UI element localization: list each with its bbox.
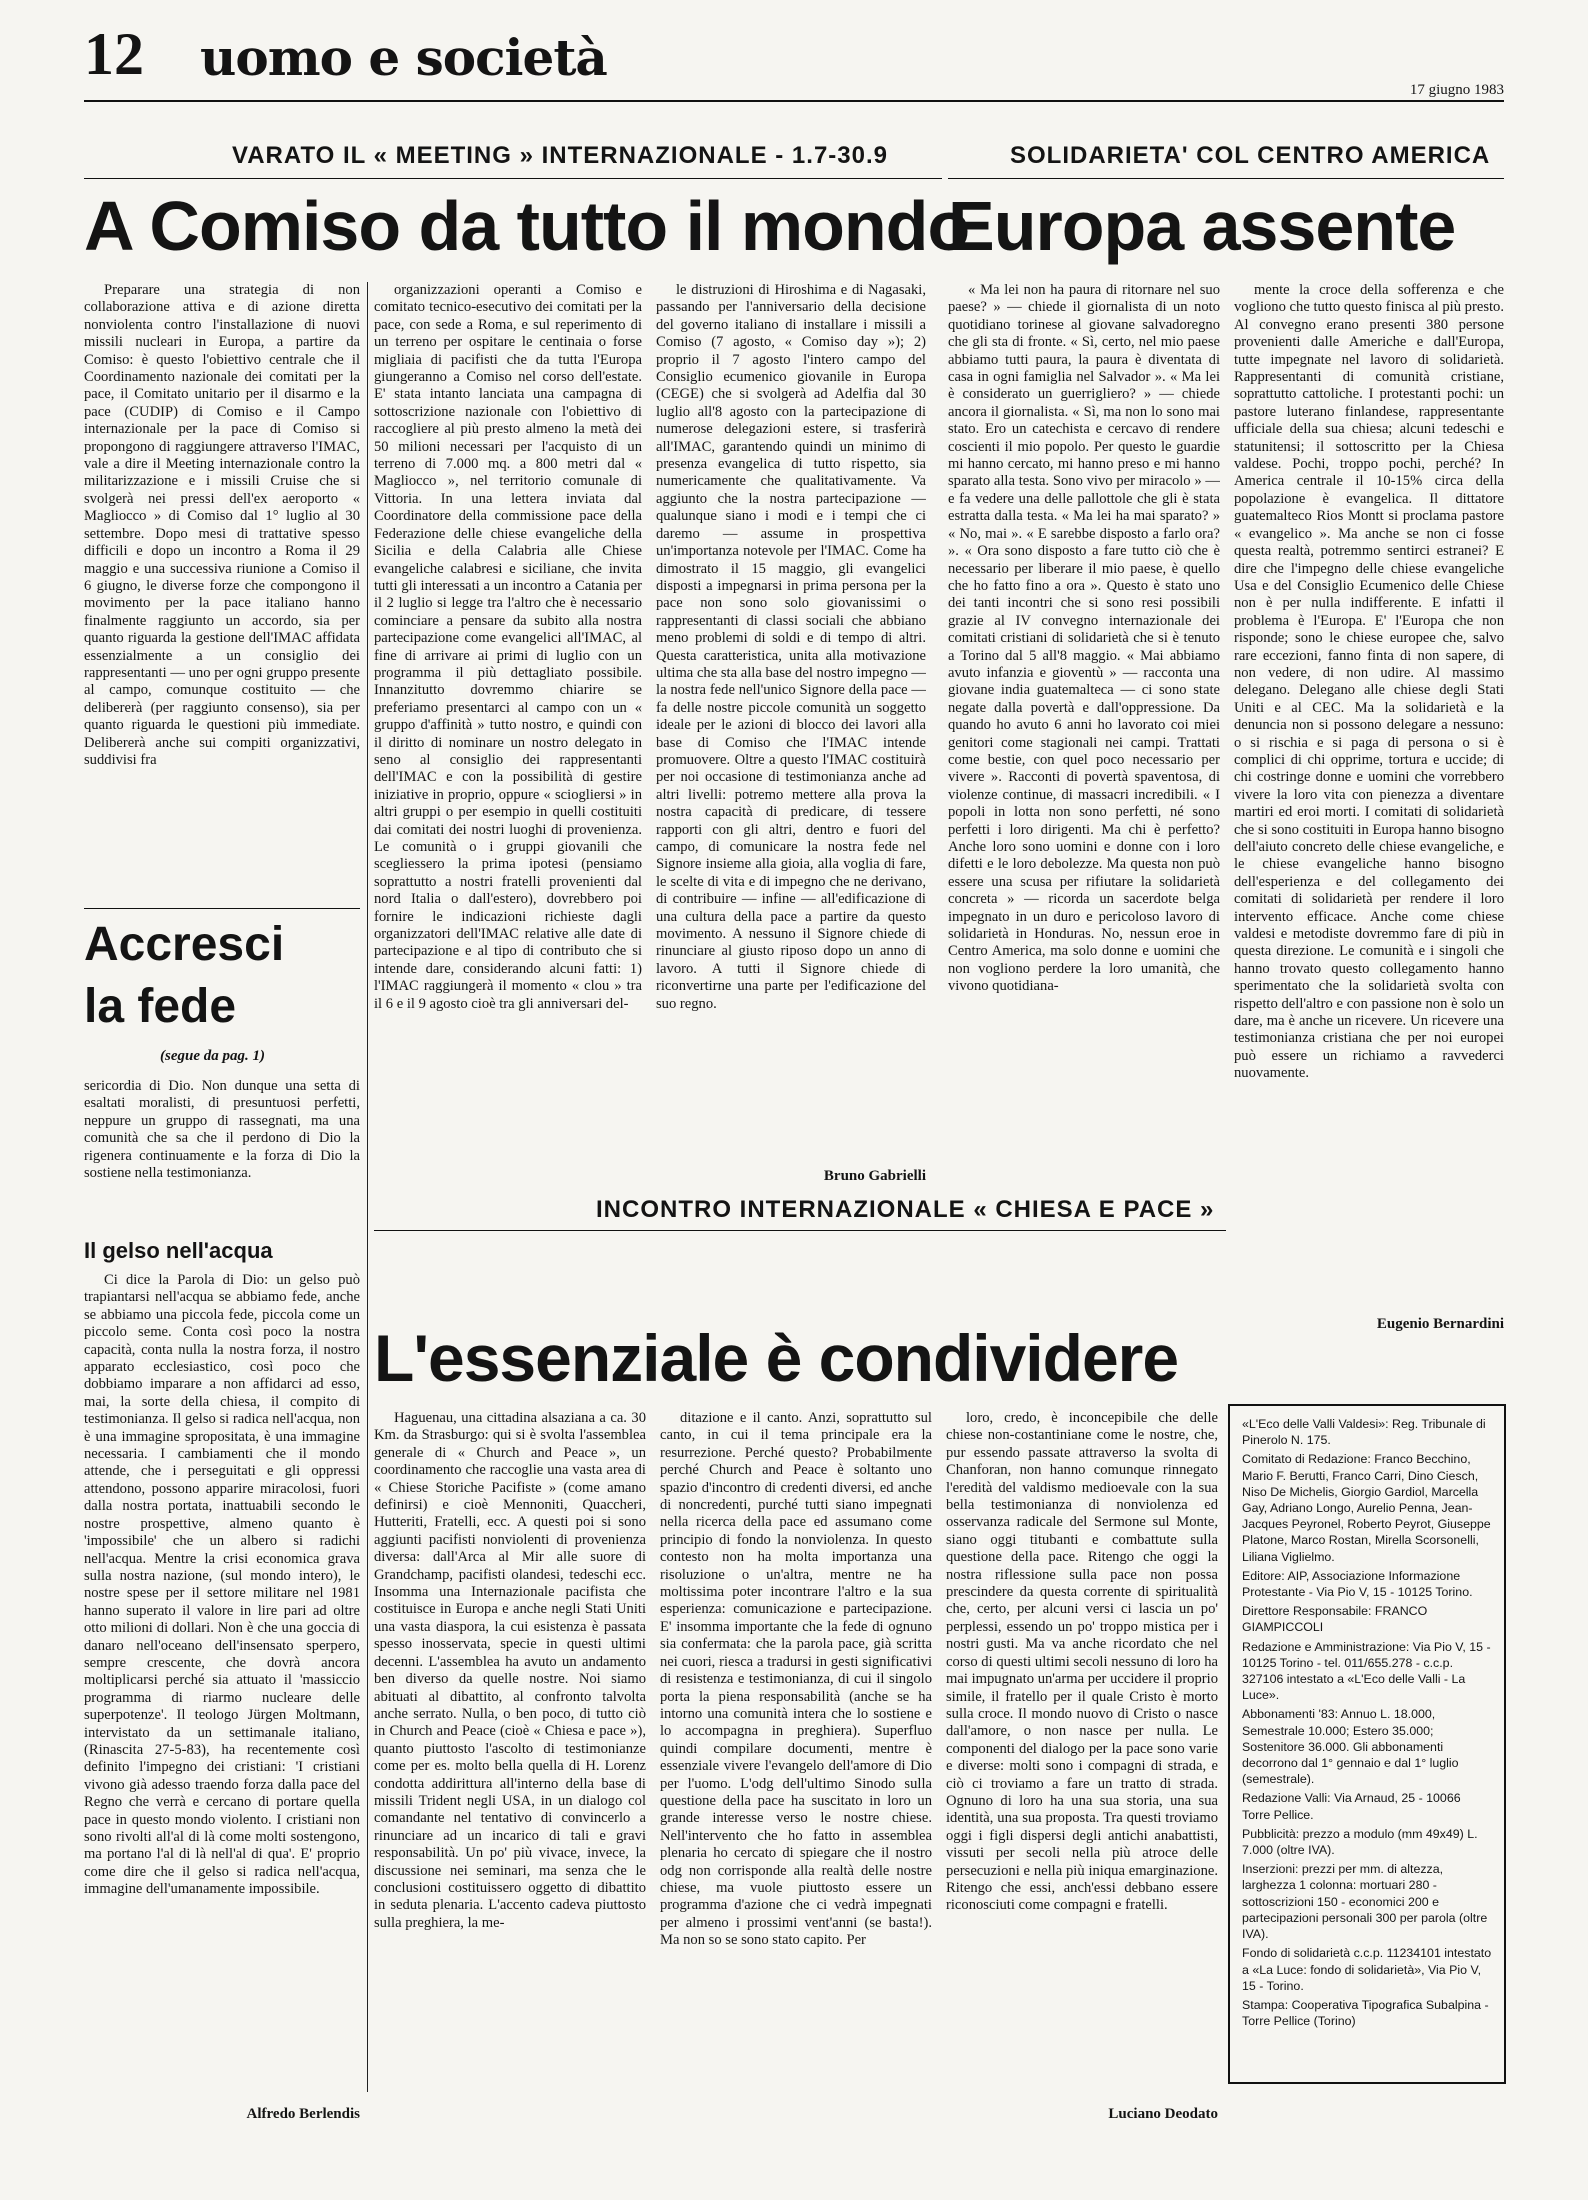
article3-top-rule: [84, 908, 360, 909]
issue-date: 17 giugno 1983: [1409, 82, 1504, 98]
colophon-line: Direttore Responsabile: FRANCO GIAMPICCOLI: [1242, 1604, 1428, 1635]
article3-continued-note: (segue da pag. 1): [160, 1048, 265, 1064]
article1-kicker: VARATO IL « MEETING » INTERNAZIONALE - 1.7-30.9: [232, 142, 888, 169]
article4-headline: L'essenziale è condividere: [374, 1321, 1179, 1395]
colophon-line: Stampa: Cooperativa Tipografica Subalpina - Torre Pellice (Torino): [1242, 1997, 1489, 2029]
article2-column-1: « Ma lei non ha paura di ritornare nel suo paese? » — chiede il giornalista di un noto quotidiano torinese al giovane salvadoregno che gli sta di fronte. « Sì, certo, nel mio paese abbiamo tutti paura, la paura è diventata di casa in ogni famiglia nel Salvador ». « Ma lei è considerato un guerrigliero? » — chiede ancora il giornalista. « Sì, ma non lo sono mai stato. Ero un catechista e cercavo di rendere coscienti il mio popolo. Per questo le guardie mi hanno cercato, mi hanno preso e mi hanno sparato alla testa. Sono vivo per miracolo » — e fa vedere una delle pallottole che gli è stata estratta dalla testa. « Ma lei ha mai sparato? » « No, mai ». « E sarebbe disposto a farlo ora? ». « Ora sono disposto a fare tutto ciò che è necessario per liberare il mio paese, è quello che ho fatto fino a ora ». Questo è stato uno dei tanti incontri che si sono resi possibili grazie al IV convegno internazionale dei comitati cristiani di solidarietà che si è tenuto a Torino dal 5 all'8 maggio. « Mai abbiamo avuto infanzia e gioventù » — racconta una giovane india guatemalteca — ci sono state negate dalla povertà e dall'oppressione. Da quando ho avuto 6 anni ho lavorato coi miei genitori come stagionali nei campi. Trattati come bestie, con quel poco necessario per vivere ». Racconti di povertà spaventosa, di violenze continue, di massacri incredibili. « I popoli in lotta non sono perfetti, né sono perfetti i loro dirigenti. Ma chi è perfetto? Anche loro sono uomini e donne con i loro difetti e le loro debolezze. Ma questa non può essere una scusa per rifiutare la solidarietà concreta » — ricorda un sacerdote belga impegnato in un duro e pericoloso lavoro di solidarietà in Honduras. No, nessun eroe in Centro America, ma solo donne e uomini che non vogliono perdere la loro umanità, che vivono quotidiana-: [948, 282, 1220, 995]
column-divider: [367, 282, 368, 2092]
colophon-line: Inserzioni: prezzi per mm. di altezza, larghezza 1 colonna: mortuari 280 - sottoscrizioni 150 - economici 200 e partecipazioni personali 300 per parola (oltre IVA).: [1242, 1862, 1488, 1942]
colophon-line: Pubblicità: prezzo a modulo (mm 49x49) L. 7.000 (oltre IVA).: [1242, 1826, 1478, 1858]
colophon-box: [1228, 1404, 1506, 2084]
article4-column-1: Haguenau, una cittadina alsaziana a ca. 30 Km. da Strasburgo: qui si è svolta l'assemblea generale di « Church and Peace », un coordinamento che raccoglie una vasta area di « Chiese Storiche Pacifiste » (come amano definirsi) e cioè Mennoniti, Quaccheri, Hutteriti, Fratelli, ecc. A questi poi si sono aggiunti pacifisti nonviolenti di provenienza diversa: dall'Arca al Mir alle suore di Grandchamp, pacifisti olandesi, tedeschi ecc. Insomma una Internazionale pacifista che costituisce in Europa e anche negli Stati Uniti una vasta diaspora, la cui esistenza è passata spesso inosservata, specie in questi ultimi decenni. L'assemblea ha avuto un andamento ben diverso da quelle nostre. Noi siamo abituati al dibattito, al confronto talvolta anche serrato. Nulla, o ben poco, di tutto ciò in Church and Peace (cioè « Chiesa e pace »), quanto piuttosto l'ascolto di testimonianze come per es. molto bella quella di H. Lorenz condotta addirittura all'interno della base di missili Trident negli USA, in un dialogo col comandante nel tentativo di convincerlo a rinunciare ad un incarico di tali e gravi responsabilità. Un po' più vivace, invece, la discussione nei seminari, ma senza che le conclusioni costituissero oggetto di dibattito in seduta plenaria. L'accento cadeva piuttosto sulla preghiera, la me-: [374, 1410, 646, 1931]
article1-signature: Bruno Gabrielli: [823, 1168, 926, 1184]
colophon-line: Abbonamenti '83: Annuo L. 18.000, Semestrale 10.000; Estero 35.000; Sostenitore 36.000. Gli abbonamenti decorrono dal 1° gennaio e dal 1° luglio (semestrale).: [1242, 1707, 1459, 1787]
article4-signature: Luciano Deodato: [1108, 2106, 1218, 2122]
article1-column-1: Preparare una strategia di non collaborazione attiva e di azione diretta nonviolenta contro l'installazione di nuovi missili nucleari in Europa, a partire da Comiso: è questo l'obiettivo centrale che il Coordinamento nazionale dei comitati per la pace, il Comitato unitario per il disarmo e la pace (CUDIP) di Comiso e il Campo internazionale per la pace di Comiso si propongono di raggiungere attraverso l'IMAC, vale a dire il Meeting internazionale contro la militarizzazione e i missili Cruise che si svolgerà nei pressi dell'ex aeroporto « Magliocco » di Comiso dal 1° luglio al 30 settembre. Dopo mesi di trattative spesso difficili e dopo un incontro a Roma il 29 maggio e una successiva riunione a Comiso il 6 giugno, le diverse forze che compongono il movimento per la pace italiano hanno finalmente raggiunto un accordo, sia per quanto riguarda la gestione dell'IMAC affidata essenzialmente a un consiglio dei rappresentanti — uno per ogni gruppo presente al campo, comunque costituito — che delibererà (per raggiunto consenso), sia per quanto riguarda le questioni più immediate. Delibererà anche sui compiti organizzativi, suddivisi fra: [84, 282, 360, 768]
article2-kicker-rule: [948, 178, 1504, 179]
colophon-line: Fondo di solidarietà c.c.p. 11234101 intestato a «La Luce: fondo di solidarietà», Via Pio V, 15 - Torino.: [1242, 1946, 1492, 1993]
article3-headline-line1: Accresci: [84, 918, 285, 971]
article2-kicker: SOLIDARIETA' COL CENTRO AMERICA: [1010, 142, 1491, 169]
article1-headline: A Comiso da tutto il mondo: [84, 187, 970, 265]
article4-column-3: loro, credo, è inconcepibile che delle chiese non-costantiniane come le nostre, che, pur essendo passate attraverso la svolta di Chanforan, non hanno comunque rinnegato l'eredità del valdismo medioevale con la sua bella testimonianza di nonviolenza ed osservanza radicale del Sermone sul Monte, siano oggi titubanti e combattute sulla questione della pace. Ritengo che oggi la nostra riflessione sulla pace non possa prescindere da questa corrente di spiritualità che, certo, per alcuni versi ci lascia un po' perplessi, essendo un po' troppo mistica per i nostri gusti. Ma va anche ricordato che nel corso di questi ultimi secoli nessuno di loro ha mai impugnato un'arma per uccidere il proprio simile, il fratello per il quale Cristo è morto sulla croce. Il mondo nuovo di Cristo o nasce dall'amore, o non nasce per nulla. Le componenti del dialogo per la pace sono varie e diverse: molti sono i compagni di strada, e ciò ci troviamo a fare un tratto di strada. Ognuno di loro ha una sua storia, una sua identità, una sua proposta. Tra questi troviamo oggi i figli dispersi degli antichi anabattisti, vissuti per secoli nella più atroce delle persecuzioni e nella più iniqua emarginazione. Ritengo che essi, anch'essi debbano essere riconosciuti come compagni e fratelli.: [946, 1410, 1218, 1914]
article3-intro: sericordia di Dio. Non dunque una setta di esaltati moralisti, di presuntuosi perfetti, neppure un gruppo di rassegnati, ma una comunità che sa che il perdono di Dio la rigenera continuamente e la forza di Dio la sostiene nella testimonianza.: [84, 1078, 360, 1182]
article2-headline: Europa assente: [948, 187, 1456, 265]
article4-column-2: ditazione e il canto. Anzi, soprattutto sul canto, in cui il tema principale era la resurrezione. Perché questo? Probabilmente perché Church and Peace è soltanto uno spazio d'incontro di credenti diversi, ed anche di noncredenti, purché tutti siano impegnati nella ricerca della pace ed assumano come principio di fondo la nonviolenza. In questo contesto non ha molta importanza una risoluzione o un'altra, mentre ne ha moltissima poter incontrare l'altro e la sua esperienza: comunicazione e partecipazione. E' insomma importante che la fede di ognuno sia confermata: che la parola pace, già scritta nei cuori, riesca a tradursi in gesti significativi di resistenza e testimonianza, di cui il singolo porta la piena responsabilità (anche se ha intorno una comunità intera che lo sostiene e lo accompagna in preghiera). Superfluo quindi compilare documenti, mentre è essenziale vivere l'evangelo dell'amore di Dio per l'uomo. L'odg dell'ultimo Sinodo sulla questione della pace ha suscitato in loro un grande interesse verso le nostre chiese. Nell'intervento che ho fatto in assemblea plenaria ho cercato di spiegare che il nostro odg non corrisponde alla realtà delle nostre chiese, ma vuole piuttosto essere un programma d'azione che ci vedrà impegnati per almeno i prossimi vent'anni (se basta!). Ma non so se sono stato capito. Per: [660, 1410, 932, 1949]
article4-kicker-rule: [374, 1230, 1226, 1231]
article2-signature: Eugenio Bernardini: [1376, 1316, 1504, 1332]
article1-column-3: le distruzioni di Hiroshima e di Nagasaki, passando per l'anniversario della decisione del governo italiano di installare i missili a Comiso (7 agosto, « Comiso day »); 2) proprio il 7 agosto l'intero campo del Consiglio ecumenico giovanile in Europa (CEGE) che si svolgerà ad Adelfia dal 30 luglio all'8 agosto con la partecipazione di numerose delegazioni estere, si trasferirà all'IMAC, garantendo quindi un minimo di presenza evangelica di tutto rispetto, sia numericamente che qualitativamente. Va aggiunto che la nostra partecipazione — qualunque siano i modi e i tempi che ci daremo — assume in prospettiva un'importanza notevole per l'IMAC. Come ha dimostrato il 15 maggio, gli evangelici disposti a impegnarsi in prima persona per la pace non sono solo giovanissimi o rappresentanti di classi sociali che abbiano meno problemi di soldi e di tempo di altri. Questa caratteristica, unita alla motivazione ultima che sta alla base del nostro impegno — la nostra fede nell'unico Signore della pace — fa delle nostre piccole comunità un soggetto ideale per le azioni di blocco dei lavori alla base di Comiso che l'IMAC intende promuovere. Oltre a questo l'IMAC costituirà per noi occasione di testimonianza anche ad altri livelli: potremo mettere alla prova la nostra capacità di predicare, di tessere rapporti con gli altri, dentro e fuori del campo, di comunicare la nostra fede nel Signore insieme alla gioia, alla voglia di fare, le scelte di vita e di impegno che ne derivano, di contribuire — infine — all'edificazione di una cultura della pace a partire da questo movimento. A nessuno il Signore chiede di rinunciare al giusto riposo dopo un anno di lavoro. A tutti il Signore chiede di riconvertirne una parte per l'edificazione del suo regno.: [656, 282, 926, 1012]
section-title: uomo e società: [200, 28, 607, 87]
article4-kicker: INCONTRO INTERNAZIONALE « CHIESA E PACE »: [596, 1196, 1215, 1223]
colophon-line: Comitato di Redazione: Franco Becchino, Mario F. Berutti, Franco Carri, Dino Ciesch, Niso De Michelis, Giorgio Gardiol, Marcella Gay, Adriano Longo, Aurelio Penna, Jean-Jacques Peyronel, Roberto Peyrot, Giuseppe Platone, Marco Rostan, Mirella Scorsonelli, Liliana Viglielmo.: [1242, 1452, 1491, 1564]
article1-kicker-rule: [84, 178, 942, 179]
article2-column-2: mente la croce della sofferenza e che vogliono che tutto questo finisca al più presto. Al convegno erano presenti 380 persone provenienti dalle Americhe e dall'Europa, tutte impegnate nel lavoro di solidarietà. Rappresentanti di comunità cristiane, soprattutto cattoliche. I protestanti pochi: un pastore luterano finlandese, rappresentante ufficiale della sua chiesa; alcuni tedeschi e statunitensi; il sottoscritto per la Chiesa valdese. Pochi, troppo pochi, perché? In America centrale il 10-15% circa della popolazione è evangelica. Il dittatore guatemalteco Rios Montt si proclama pastore « evangelico ». Ma anche se non ci fosse questa realtà, potremmo sentirci estranei? E dire che l'impegno delle chiese evangeliche Usa e del Consiglio Ecumenico delle Chiese non è per nulla indifferente. E infatti il problema è l'Europa. E' l'Europa che non risponde; sono le chiese europee che, salvo rare eccezioni, fanno finta di non sapere, di non vedere, di non udire. Al massimo delegano. Delegano alle chiese degli Stati Uniti e al CEC. Ma la solidarietà e la denuncia non si possono delegare a nessuno: o si rischia e si paga di persona o si è complici di chi opprime, tortura e uccide; di chi costringe donne e uomini che vorrebbero vivere la loro vita con pienezza a diventare martiri ed eroi morti. I comitati di solidarietà che si sono costituiti in Europa hanno bisogno dell'aiuto concreto delle chiese evangeliche, e le chiese evangeliche hanno bisogno dell'esperienza e del collegamento dei comitati di solidarietà per rendere il loro intervento efficace. Anche come chiese valdesi e metodiste dovremmo fare di più in questa direzione. Le comunità e i singoli che hanno trovato questo collegamento hanno sperimentato che la solidarietà svolta con rispetto dell'altro e con passione non è solo un dare, ma è anche un ricevere. Un ricevere una testimonianza cristiana che per noi europei può essere un richiamo a ravvederci nuovamente.: [1234, 282, 1504, 1082]
colophon-line: Redazione Valli: Via Arnaud, 25 - 10066 Torre Pellice.: [1242, 1791, 1461, 1822]
article3-subhead: Il gelso nell'acqua: [84, 1238, 273, 1263]
colophon-line: Editore: AIP, Associazione Informazione Protestante - Via Pio V, 15 - 10125 Torino.: [1242, 1568, 1473, 1600]
article3-signature: Alfredo Berlendis: [246, 2106, 360, 2122]
article1-column-2: organizzazioni operanti a Comiso e comitato tecnico-esecutivo dei comitati per la pace, con sede a Roma, e sul reperimento di un terreno per ospitare le centinaia o forse migliaia di pacifisti che da tutta l'Europa giungeranno a Comiso nel corso dell'estate. E' stata intanto lanciata una campagna di sottoscrizione nazionale con l'obiettivo di raccogliere al più presto almeno la metà dei 50 milioni necessari per l'acquisto di un terreno di 7.000 mq. a 800 metri dal « Magliocco », nel territorio comunale di Vittoria. In una lettera inviata dal Coordinatore della commissione pace della Federazione delle chiese evangeliche della Sicilia e della Calabria alle Chiese evangeliche calabresi e siciliane, che invita tutti gli interessati a un incontro a Catania per il 2 luglio si legge tra l'altro che è necessario cominciare a pensare da subito alla nostra partecipazione come evangelici all'IMAC, al fine di arrivare ai primi di luglio con un programma il più dettagliato possibile. Innanzitutto dovremmo chiarire se preferiamo presentarci al campo con un « gruppo d'affinità » tutto nostro, e quindi con il diritto di nominare un nostro delegato in seno al consiglio dei rappresentanti dell'IMAC e con la possibilità di gestire iniziative in proprio, oppure « sciogliersi » in altri gruppi o per esempio in quelli costituiti dai comitati dei nostri luoghi di provenienza. Le comunità o i gruppi giovanili che scegliessero la prima ipotesi (pensiamo soprattutto a nostri fratelli provenienti dal nord Italia o dall'estero), dovrebbero poi fornire le indicazioni richieste dagli organizzatori dell'IMAC relative alle date di partecipazione e al tipo di contributo che si intende dare, considerando alcuni fatti: 1) l'IMAC raggiungerà il momento « clou » tra il 6 e il 9 agosto cioè tra gli anniversari del-: [374, 282, 642, 1012]
colophon-line: «L'Eco delle Valli Valdesi»: Reg. Tribunale di Pinerolo N. 175.: [1242, 1417, 1486, 1448]
colophon-line: Redazione e Amministrazione: Via Pio V, 15 - 10125 Torino - tel. 011/655.278 - c.c.p. 327106 intestato a «L'Eco delle Valli - La Luce».: [1242, 1639, 1491, 1703]
header-rule: [84, 100, 1504, 102]
article3-headline-line2: la fede: [84, 980, 237, 1033]
page-number: 12: [84, 21, 144, 87]
article3-body: Ci dice la Parola di Dio: un gelso può trapiantarsi nell'acqua se abbiamo fede, anche se abbiamo una piccola fede, piccola come un piccolo seme. Conta così poco la nostra capacità, conta nulla la nostra forza, il nostro apparato ecclesiastico, così poco che dobbiamo imparare a non affidarci ad esso, mai, la sorte della chiesa, il compito di testimonianza. Il gelso si radica nell'acqua, non è una immagine spropositata, è una immagine necessaria. I cambiamenti che il mondo attende, che i perseguitati e gli oppressi attendono, possono apparire miracolosi, fuori dalla nostra portata, inattuabili secondo le nostre prospettive, almeno quanto è 'impossibile' che un albero si radichi nell'acqua. Mentre la crisi economica grava sulla nostra nazione, (sul mondo intero), le nostre spese per il settore militare nel 1981 hanno superato il valore in lire pari ad oltre otto milioni di dollari. Non è che una goccia di danaro nell'oceano dell'insensato sperpero, sempre crescente, che dovrà ancora moltiplicarsi perché sia attuato il 'massiccio programma di riarmo nucleare delle superpotenze'. Il teologo Jürgen Moltmann, intervistato da un settimanale italiano, (Rinascita 27-5-83), ha recentemente così definito l'impegno dei cristiani: 'I cristiani vivono già adesso traendo forza dalla pace del Regno che verrà e cercano di portare quella pace in questo mondo violento. I cristiani non sono rivolti all'al di là come molti sostengono, ma portano l'al di là nell'al di qua'. E' proprio come dire che il gelso si radica nell'acqua, immagine dell'umanamente impossibile.: [84, 1272, 360, 1898]
